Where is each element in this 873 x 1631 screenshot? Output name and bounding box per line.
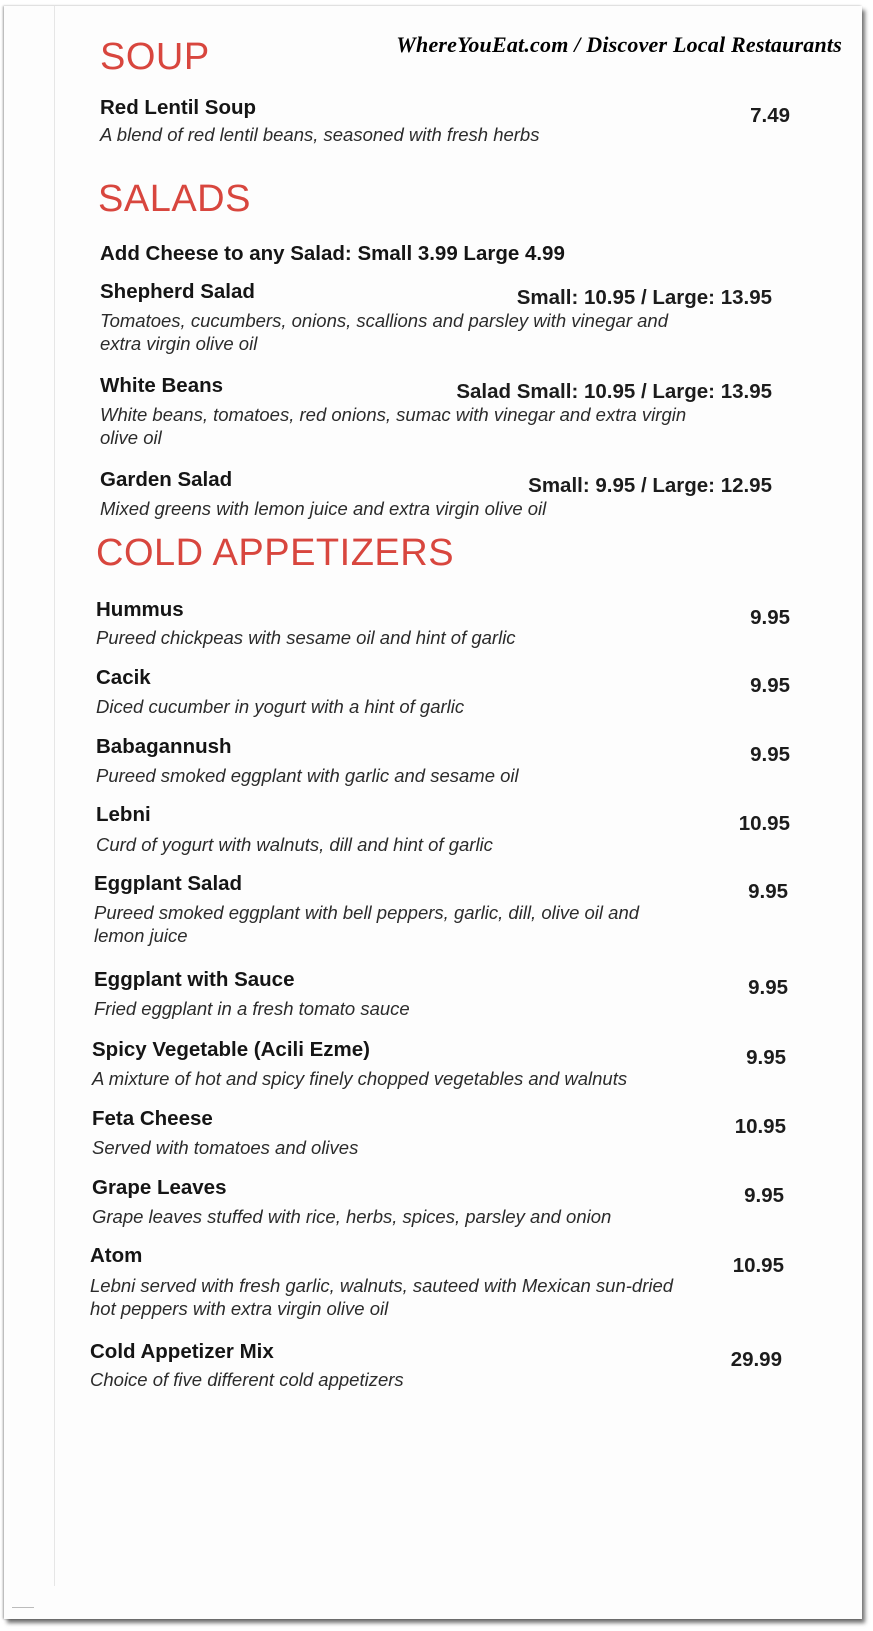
item-price: Salad Small: 10.95 / Large: 13.95: [456, 380, 772, 403]
item-description: Grape leaves stuffed with rice, herbs, spices, parsley and onion: [92, 1206, 612, 1227]
item-price: 9.95: [748, 976, 788, 999]
site-watermark: WhereYouEat.com / Discover Local Restaurants: [396, 32, 842, 57]
item-description: Pureed chickpeas with sesame oil and hint of garlic: [96, 627, 516, 648]
item-name: Garden Salad: [100, 468, 233, 491]
item-price: 9.95: [746, 1046, 786, 1069]
item-name: Babagannush: [96, 735, 232, 758]
item-name: Red Lentil Soup: [100, 96, 257, 119]
item-description: Lebni served with fresh garlic, walnuts, sauteed with Mexican sun-dried: [90, 1275, 674, 1296]
item-description: Diced cucumber in yogurt with a hint of garlic: [96, 696, 465, 717]
item-price: Small: 9.95 / Large: 12.95: [528, 474, 772, 497]
item-name: Atom: [90, 1244, 143, 1267]
item-description: Pureed smoked eggplant with garlic and sesame oil: [96, 765, 519, 786]
item-description: Tomatoes, cucumbers, onions, scallions and parsley with vinegar and: [100, 310, 668, 331]
item-description-cont: olive oil: [100, 427, 162, 448]
item-price: 9.95: [750, 743, 790, 766]
item-price: Small: 10.95 / Large: 13.95: [516, 286, 772, 309]
item-name: Eggplant Salad: [94, 872, 243, 895]
item-description: Fried eggplant in a fresh tomato sauce: [94, 998, 410, 1019]
item-description-cont: extra virgin olive oil: [100, 333, 258, 354]
salad-cheese-note: Add Cheese to any Salad: Small 3.99 Large 4.99: [100, 242, 565, 265]
item-price: 10.95: [734, 1115, 786, 1138]
item-name: Feta Cheese: [92, 1107, 213, 1130]
item-name: Grape Leaves: [92, 1176, 227, 1199]
item-description: Served with tomatoes and olives: [92, 1137, 359, 1158]
item-description-cont: hot peppers with extra virgin olive oil: [90, 1298, 389, 1319]
item-price: 7.49: [750, 104, 790, 127]
item-description: White beans, tomatoes, red onions, sumac with vinegar and extra virgin: [100, 404, 687, 425]
section-title-soup: SOUP: [100, 36, 210, 78]
item-description: A mixture of hot and spicy finely chopped vegetables and walnuts: [92, 1068, 628, 1089]
item-price: 10.95: [738, 812, 790, 835]
item-description: Choice of five different cold appetizers: [90, 1369, 404, 1390]
item-price: 29.99: [730, 1348, 782, 1371]
item-description: A blend of red lentil beans, seasoned with fresh herbs: [100, 124, 540, 145]
item-name: Eggplant with Sauce: [94, 968, 295, 991]
item-name: Hummus: [96, 598, 184, 621]
page-fold-line: [54, 6, 55, 1586]
item-price: 9.95: [750, 674, 790, 697]
section-title-cold-appetizers: COLD APPETIZERS: [96, 532, 455, 574]
item-description: Curd of yogurt with walnuts, dill and hint of garlic: [96, 834, 493, 855]
item-price: 9.95: [748, 880, 788, 903]
menu-page: [4, 6, 862, 1619]
item-description: Pureed smoked eggplant with bell peppers, garlic, dill, olive oil and: [94, 902, 640, 923]
item-name: Shepherd Salad: [100, 280, 255, 303]
item-name: Spicy Vegetable (Acili Ezme): [92, 1038, 370, 1061]
section-title-salads: SALADS: [98, 178, 251, 220]
item-name: Lebni: [96, 803, 151, 826]
item-price: 9.95: [750, 606, 790, 629]
scan-mark: [12, 1607, 34, 1608]
item-name: White Beans: [100, 374, 224, 397]
item-description: Mixed greens with lemon juice and extra virgin olive oil: [100, 498, 547, 519]
item-description-cont: lemon juice: [94, 925, 188, 946]
item-price: 10.95: [732, 1254, 784, 1277]
item-name: Cold Appetizer Mix: [90, 1340, 274, 1363]
item-name: Cacik: [96, 666, 151, 689]
item-price: 9.95: [744, 1184, 784, 1207]
